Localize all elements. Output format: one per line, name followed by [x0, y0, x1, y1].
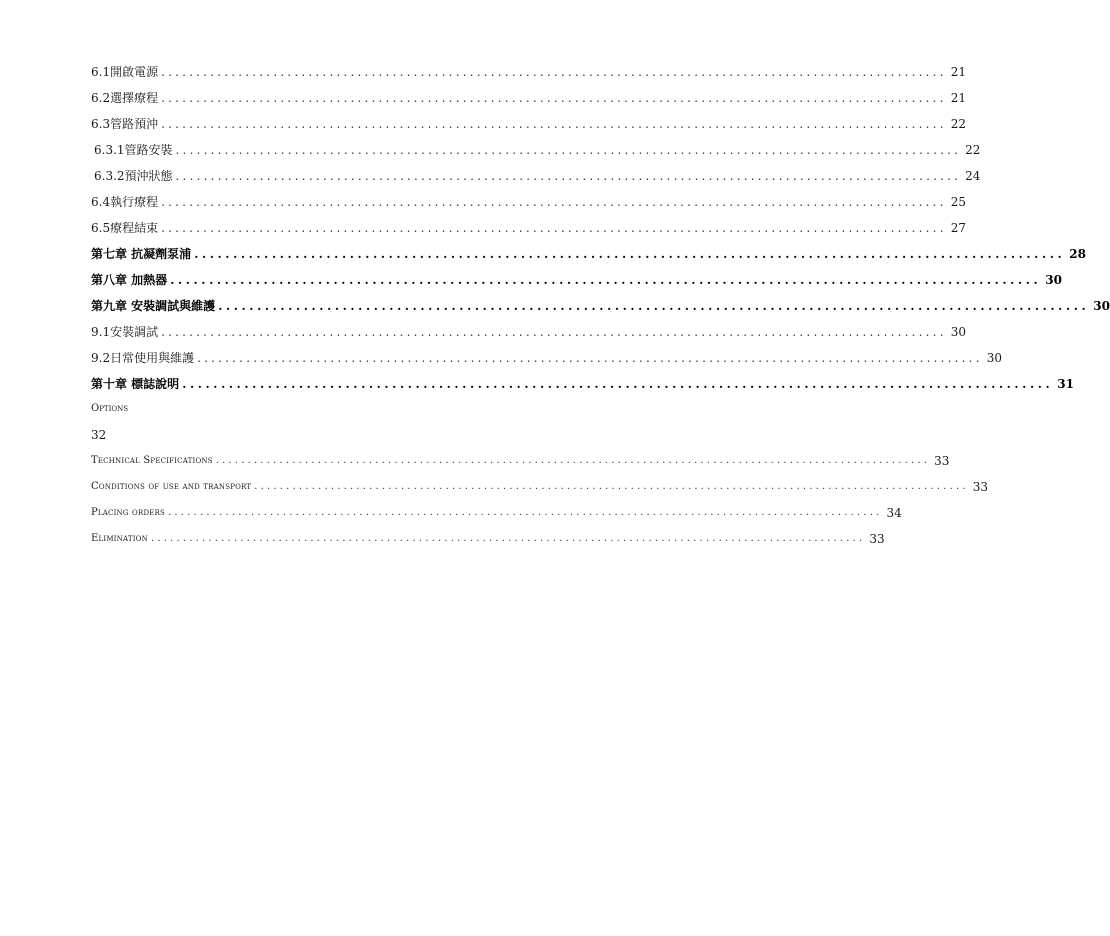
- toc-entry-page: 21: [950, 65, 966, 79]
- toc-entry[interactable]: [94, 140, 981, 160]
- toc-entry-page: 30: [986, 351, 1002, 365]
- toc-chapter-entry[interactable]: [91, 296, 1110, 316]
- toc-english-entry[interactable]: [91, 529, 885, 549]
- toc-entry-title: 6.3.2預沖狀態: [94, 169, 173, 183]
- toc-entry-page: 22: [965, 143, 981, 157]
- toc-entry[interactable]: [91, 114, 966, 134]
- toc-entry[interactable]: [91, 218, 966, 238]
- dot-leader: ................................................................................................................: [218, 299, 1090, 313]
- dot-leader: ................................................................................................................: [161, 195, 947, 209]
- toc-entry-title: 第八章 加熱器: [91, 273, 168, 287]
- toc-entry-title: 第九章 安裝調試與維護: [91, 299, 216, 313]
- toc-entry-page: 31: [1057, 377, 1074, 391]
- toc-entry-title: 第十章 標誌說明: [91, 377, 180, 391]
- toc-entry-title: Placing orders: [91, 507, 166, 518]
- toc-entry[interactable]: [91, 322, 966, 342]
- dot-leader: ................................................................................................................: [168, 507, 883, 518]
- dot-leader: ................................................................................................................: [194, 247, 1066, 261]
- toc-entry[interactable]: [91, 348, 1002, 368]
- toc-entry-title: 6.4執行療程: [91, 195, 159, 209]
- toc-entry-title: 6.5療程結束: [91, 221, 159, 235]
- toc-entry[interactable]: [91, 62, 966, 82]
- toc-entry-title: Elimination: [91, 533, 148, 544]
- dot-leader: ................................................................................................................: [161, 221, 947, 235]
- toc-entry-title: 6.3管路預沖: [91, 117, 159, 131]
- toc-entry[interactable]: [91, 88, 966, 108]
- toc-entry-title: 9.2日常使用與維護: [91, 351, 195, 365]
- toc-english-entry[interactable]: [91, 451, 950, 471]
- dot-leader: ................................................................................................................: [175, 169, 962, 183]
- toc-entry-title: 第七章 抗凝劑泵浦: [91, 247, 192, 261]
- toc-english-entry[interactable]: [91, 477, 988, 497]
- dot-leader: ................................................................................................................: [170, 273, 1042, 287]
- dot-leader: ................................................................................................................: [215, 455, 931, 466]
- toc-entry-page: 34: [886, 506, 902, 520]
- options-page-number: 32: [91, 428, 107, 442]
- toc-entry-page: 30: [1093, 299, 1110, 313]
- toc-entry-page: 33: [869, 532, 885, 546]
- toc-entry-title: Technical Specifications: [91, 455, 213, 466]
- toc-entry-title: 6.3.1管路安裝: [94, 143, 173, 157]
- toc-entry-page: 25: [950, 195, 966, 209]
- toc-entry[interactable]: [94, 166, 981, 186]
- toc-english-entry[interactable]: [91, 503, 902, 523]
- toc-chapter-entry[interactable]: [91, 270, 1062, 290]
- toc-entry-page: 28: [1069, 247, 1086, 261]
- toc-entry-page: 30: [950, 325, 966, 339]
- dot-leader: ................................................................................................................: [150, 533, 866, 544]
- dot-leader: ................................................................................................................: [254, 481, 969, 492]
- toc-chapter-entry[interactable]: [91, 374, 1074, 394]
- toc-entry-page: 33: [972, 480, 988, 494]
- toc-entry-title: 6.1開啟電源: [91, 65, 159, 79]
- dot-leader: ................................................................................................................: [182, 377, 1054, 391]
- toc-entry[interactable]: [91, 192, 966, 212]
- dot-leader: ................................................................................................................: [175, 143, 962, 157]
- toc-entry-page: 22: [950, 117, 966, 131]
- toc-entry-page: 27: [950, 221, 966, 235]
- toc-entry-page: 21: [950, 91, 966, 105]
- toc-entry-title: 6.2選擇療程: [91, 91, 159, 105]
- toc-entry-title: 9.1安裝調試: [91, 325, 159, 339]
- toc-chapter-entry[interactable]: [91, 244, 1086, 264]
- toc-entry-title: Conditions of use and transport: [91, 481, 252, 492]
- dot-leader: ................................................................................................................: [161, 91, 947, 105]
- dot-leader: ................................................................................................................: [161, 325, 947, 339]
- dot-leader: ................................................................................................................: [197, 351, 983, 365]
- dot-leader: ................................................................................................................: [161, 65, 947, 79]
- toc-entry-page: 30: [1045, 273, 1062, 287]
- toc-entry-page: 33: [934, 454, 950, 468]
- dot-leader: ................................................................................................................: [161, 117, 947, 131]
- toc-entry-page: 24: [965, 169, 981, 183]
- options-heading[interactable]: Options: [91, 403, 129, 414]
